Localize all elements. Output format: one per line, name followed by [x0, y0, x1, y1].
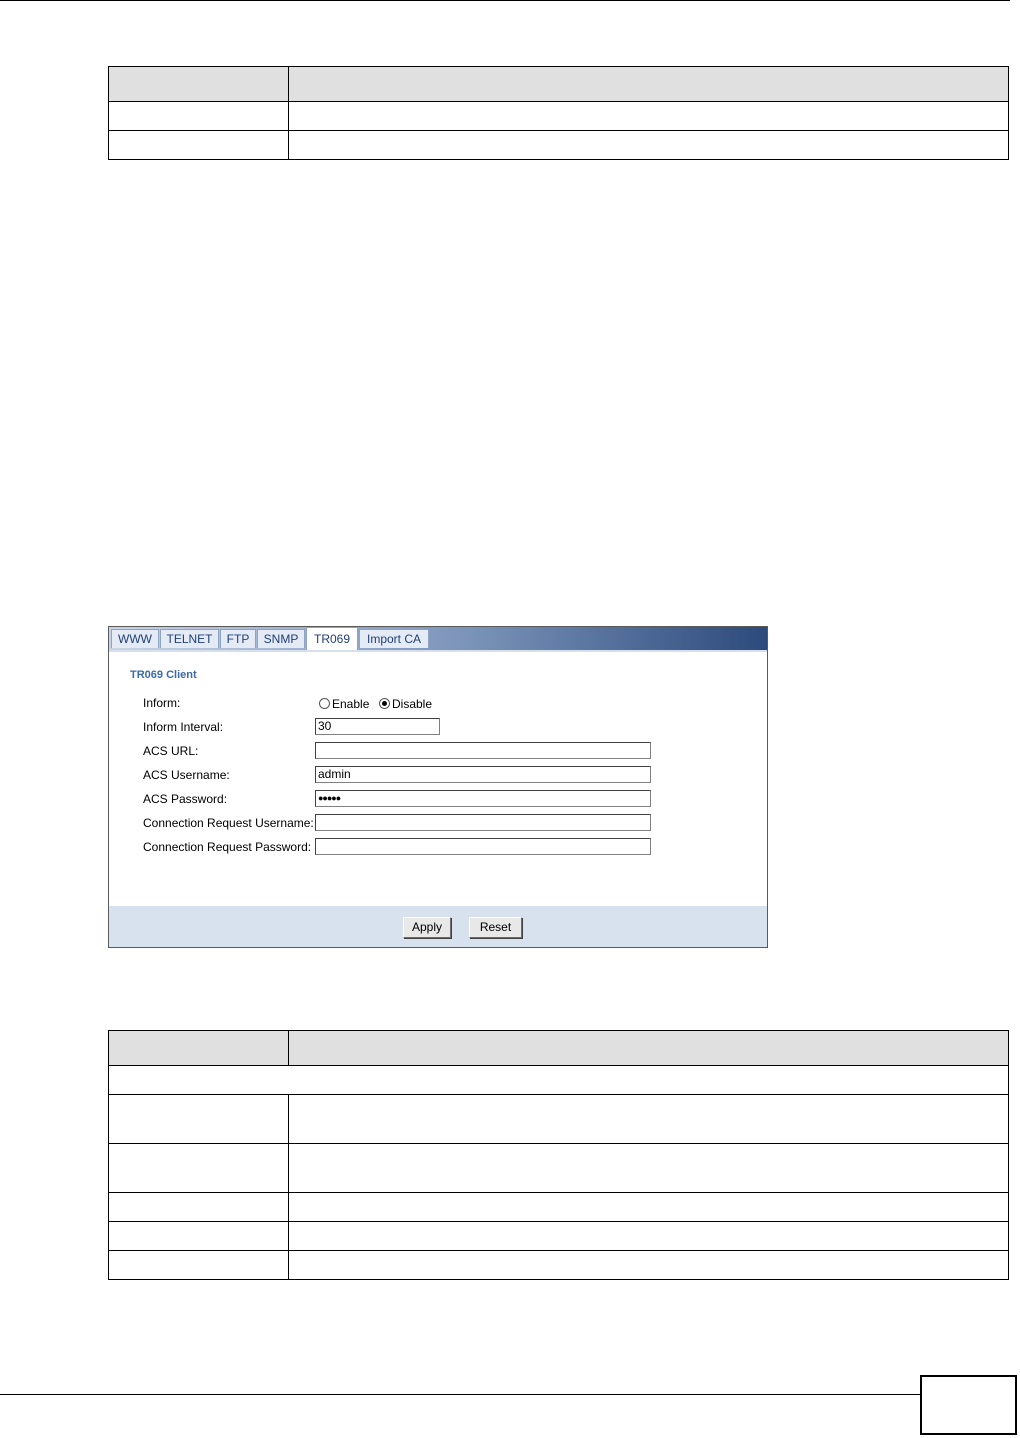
acs-username-input[interactable]: admin	[315, 766, 651, 783]
table-row	[109, 1251, 1009, 1280]
footer-rule	[0, 1394, 920, 1395]
table-row	[109, 1222, 1009, 1251]
radio-enable-label: Enable	[332, 697, 370, 711]
inform-label: Inform:	[143, 696, 181, 710]
table-header-cell	[109, 1031, 289, 1066]
conn-req-password-label: Connection Request Password:	[143, 840, 312, 854]
header-rule	[0, 0, 1010, 1]
tab-bar	[109, 627, 767, 650]
conn-req-username-label: Connection Request Username:	[143, 816, 314, 830]
tab-snmp[interactable]: SNMP	[257, 629, 305, 648]
apply-button[interactable]: Apply	[403, 917, 451, 938]
conn-req-password-input[interactable]	[315, 838, 651, 855]
acs-username-label: ACS Username:	[143, 768, 230, 782]
table-row	[109, 1193, 1009, 1222]
table-section-row	[109, 1066, 1009, 1095]
table-row	[109, 1144, 1009, 1193]
tab-underline	[109, 650, 767, 652]
inform-interval-label: Inform Interval:	[143, 720, 224, 734]
table-cell	[289, 1222, 1009, 1251]
table-cell	[289, 102, 1009, 131]
table-header-cell	[109, 67, 289, 102]
table-cell	[289, 1095, 1009, 1144]
table-cell	[289, 131, 1009, 160]
inform-interval-input[interactable]: 30	[315, 718, 440, 735]
tab-ftp[interactable]: FTP	[220, 629, 256, 648]
top-table	[108, 66, 1009, 160]
table-header-row	[109, 1031, 1009, 1066]
table-header-cell	[289, 1031, 1009, 1066]
table-cell	[109, 1251, 289, 1280]
table-header-cell	[289, 67, 1009, 102]
table-row	[109, 131, 1009, 160]
radio-disable[interactable]	[379, 698, 390, 709]
page-number-box	[920, 1375, 1017, 1435]
table-cell	[109, 131, 289, 160]
tab-tr069[interactable]: TR069	[306, 627, 358, 650]
inform-enable-option[interactable]	[319, 697, 369, 711]
inform-disable-option[interactable]	[379, 697, 432, 711]
table-cell	[109, 1193, 289, 1222]
section-title: TR069 Client	[130, 669, 197, 681]
table-cell	[109, 1144, 289, 1193]
acs-password-input[interactable]: ●●●●●	[315, 790, 651, 807]
acs-url-label: ACS URL:	[143, 744, 199, 758]
table-row	[109, 102, 1009, 131]
acs-password-label: ACS Password:	[143, 792, 228, 806]
table-header-row	[109, 67, 1009, 102]
table-cell	[289, 1251, 1009, 1280]
reset-button[interactable]: Reset	[469, 917, 522, 938]
button-bar	[109, 906, 767, 947]
tr069-panel	[108, 626, 768, 948]
table-cell	[109, 1222, 289, 1251]
radio-enable[interactable]	[319, 698, 330, 709]
tab-www[interactable]: WWW	[111, 629, 159, 648]
acs-url-input[interactable]	[315, 742, 651, 759]
table-cell	[109, 1095, 289, 1144]
radio-disable-label: Disable	[392, 697, 433, 711]
tab-import-ca[interactable]: Import CA	[359, 629, 429, 648]
table-cell	[109, 1066, 1009, 1095]
bottom-table	[108, 1030, 1009, 1280]
table-cell	[289, 1193, 1009, 1222]
table-cell	[289, 1144, 1009, 1193]
tab-telnet[interactable]: TELNET	[160, 629, 219, 648]
conn-req-username-input[interactable]	[315, 814, 651, 831]
table-cell	[109, 102, 289, 131]
table-row	[109, 1095, 1009, 1144]
